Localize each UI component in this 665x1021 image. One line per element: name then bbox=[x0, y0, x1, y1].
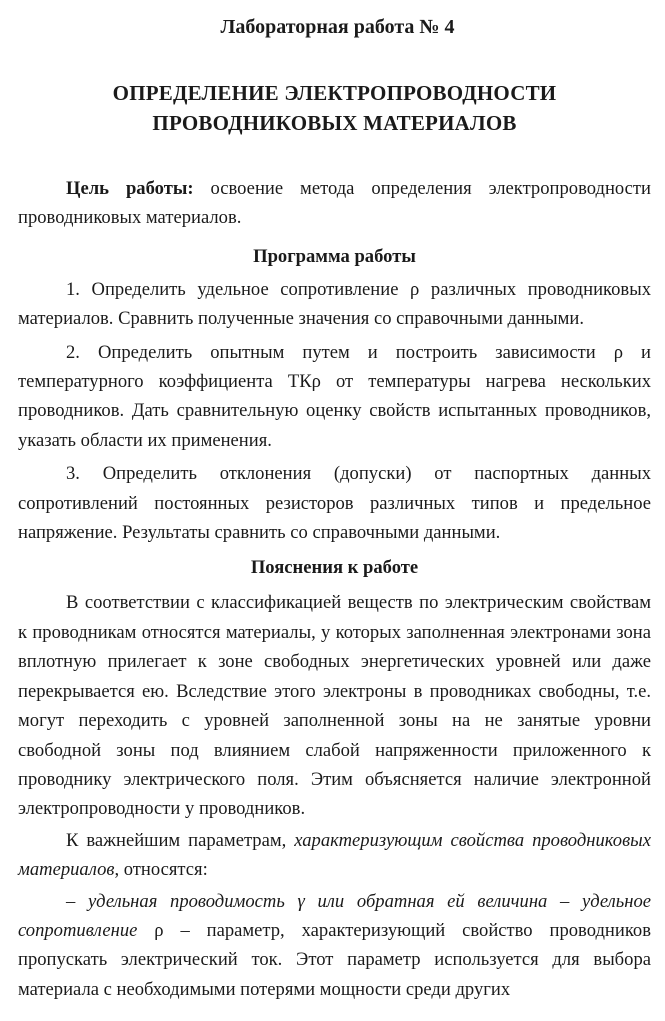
program-item-3 bbox=[18, 459, 651, 547]
paragraph-2-end: , относятся: bbox=[114, 859, 208, 881]
program-item-1 bbox=[18, 275, 651, 334]
program-item-2 bbox=[18, 338, 651, 456]
paragraph-3-plain: ρ – параметр, характеризующий свойство проводников пропускать электрический ток. Этот параметр используется для выбора материала с необходимыми потерями мощности среди других bbox=[18, 919, 651, 1000]
program-heading: Программа работы bbox=[253, 245, 416, 267]
paragraph-2-italic: характеризующим свойства проводниковых материалов bbox=[18, 829, 651, 881]
main-title-line-1: ОПРЕДЕЛЕНИЕ ЭЛЕКТРОПРОВОДНОСТИ bbox=[112, 81, 557, 105]
program-item-3-text: Определить отклонения (допуски) от паспортных данных сопротивлений постоянных резисторов различных типов и предельное напряжение. Результаты сравнить со справочными данными. bbox=[18, 463, 651, 544]
lab-title: Лабораторная работа № 4 bbox=[220, 16, 455, 38]
explanations-paragraph-1: В соответствии с классификацией веществ по электрическим свойствам к проводникам относятся материалы, у которых заполненная электронами зона вплотную прилегает к зоне свободных энергетических уровней или даже перекрывается ею. Вследствие этого электроны в проводниках свободны, т.е. могут переходить с уровней заполненной зоны на не занятые уровни свободной зоны под влиянием слабой напряженности приложенного к проводнику электрического поля. Этим объясняется наличие электронной электропроводности у проводников. bbox=[18, 592, 651, 820]
paragraph-2-plain: К важнейшим параметрам, bbox=[66, 829, 295, 851]
explanations-heading: Пояснения к работе bbox=[250, 557, 419, 579]
goal-text: освоение метода определения электропроводности проводниковых материалов. bbox=[18, 178, 651, 229]
goal-paragraph bbox=[18, 174, 651, 233]
program-item-1-text: Определить удельное сопротивление ρ различных проводниковых материалов. Сравнить полученные значения со справочными данными. bbox=[18, 278, 651, 330]
program-item-2-text: Определить опытным путем и построить зависимости ρ и температурного коэффициента ТКρ от температуры нагрева нескольких проводников. Дать сравнительную оценку свойств испытанных проводников, указать области их применения. bbox=[18, 341, 651, 451]
program-item-3-number: 3. bbox=[66, 463, 80, 485]
explanations-paragraph-3 bbox=[18, 887, 651, 1005]
program-item-2-number: 2. bbox=[66, 341, 80, 363]
main-title-line-2: ПРОВОДНИКОВЫХ МАТЕРИАЛОВ bbox=[152, 111, 517, 135]
goal-label: Цель работы: bbox=[66, 178, 194, 199]
paragraph-3-italic: – удельная проводимость γ или обратная ей величина – удельное сопротивление bbox=[18, 890, 651, 941]
explanations-paragraph-2 bbox=[18, 826, 651, 885]
main-title bbox=[18, 78, 651, 138]
program-item-1-number: 1. bbox=[66, 278, 80, 300]
